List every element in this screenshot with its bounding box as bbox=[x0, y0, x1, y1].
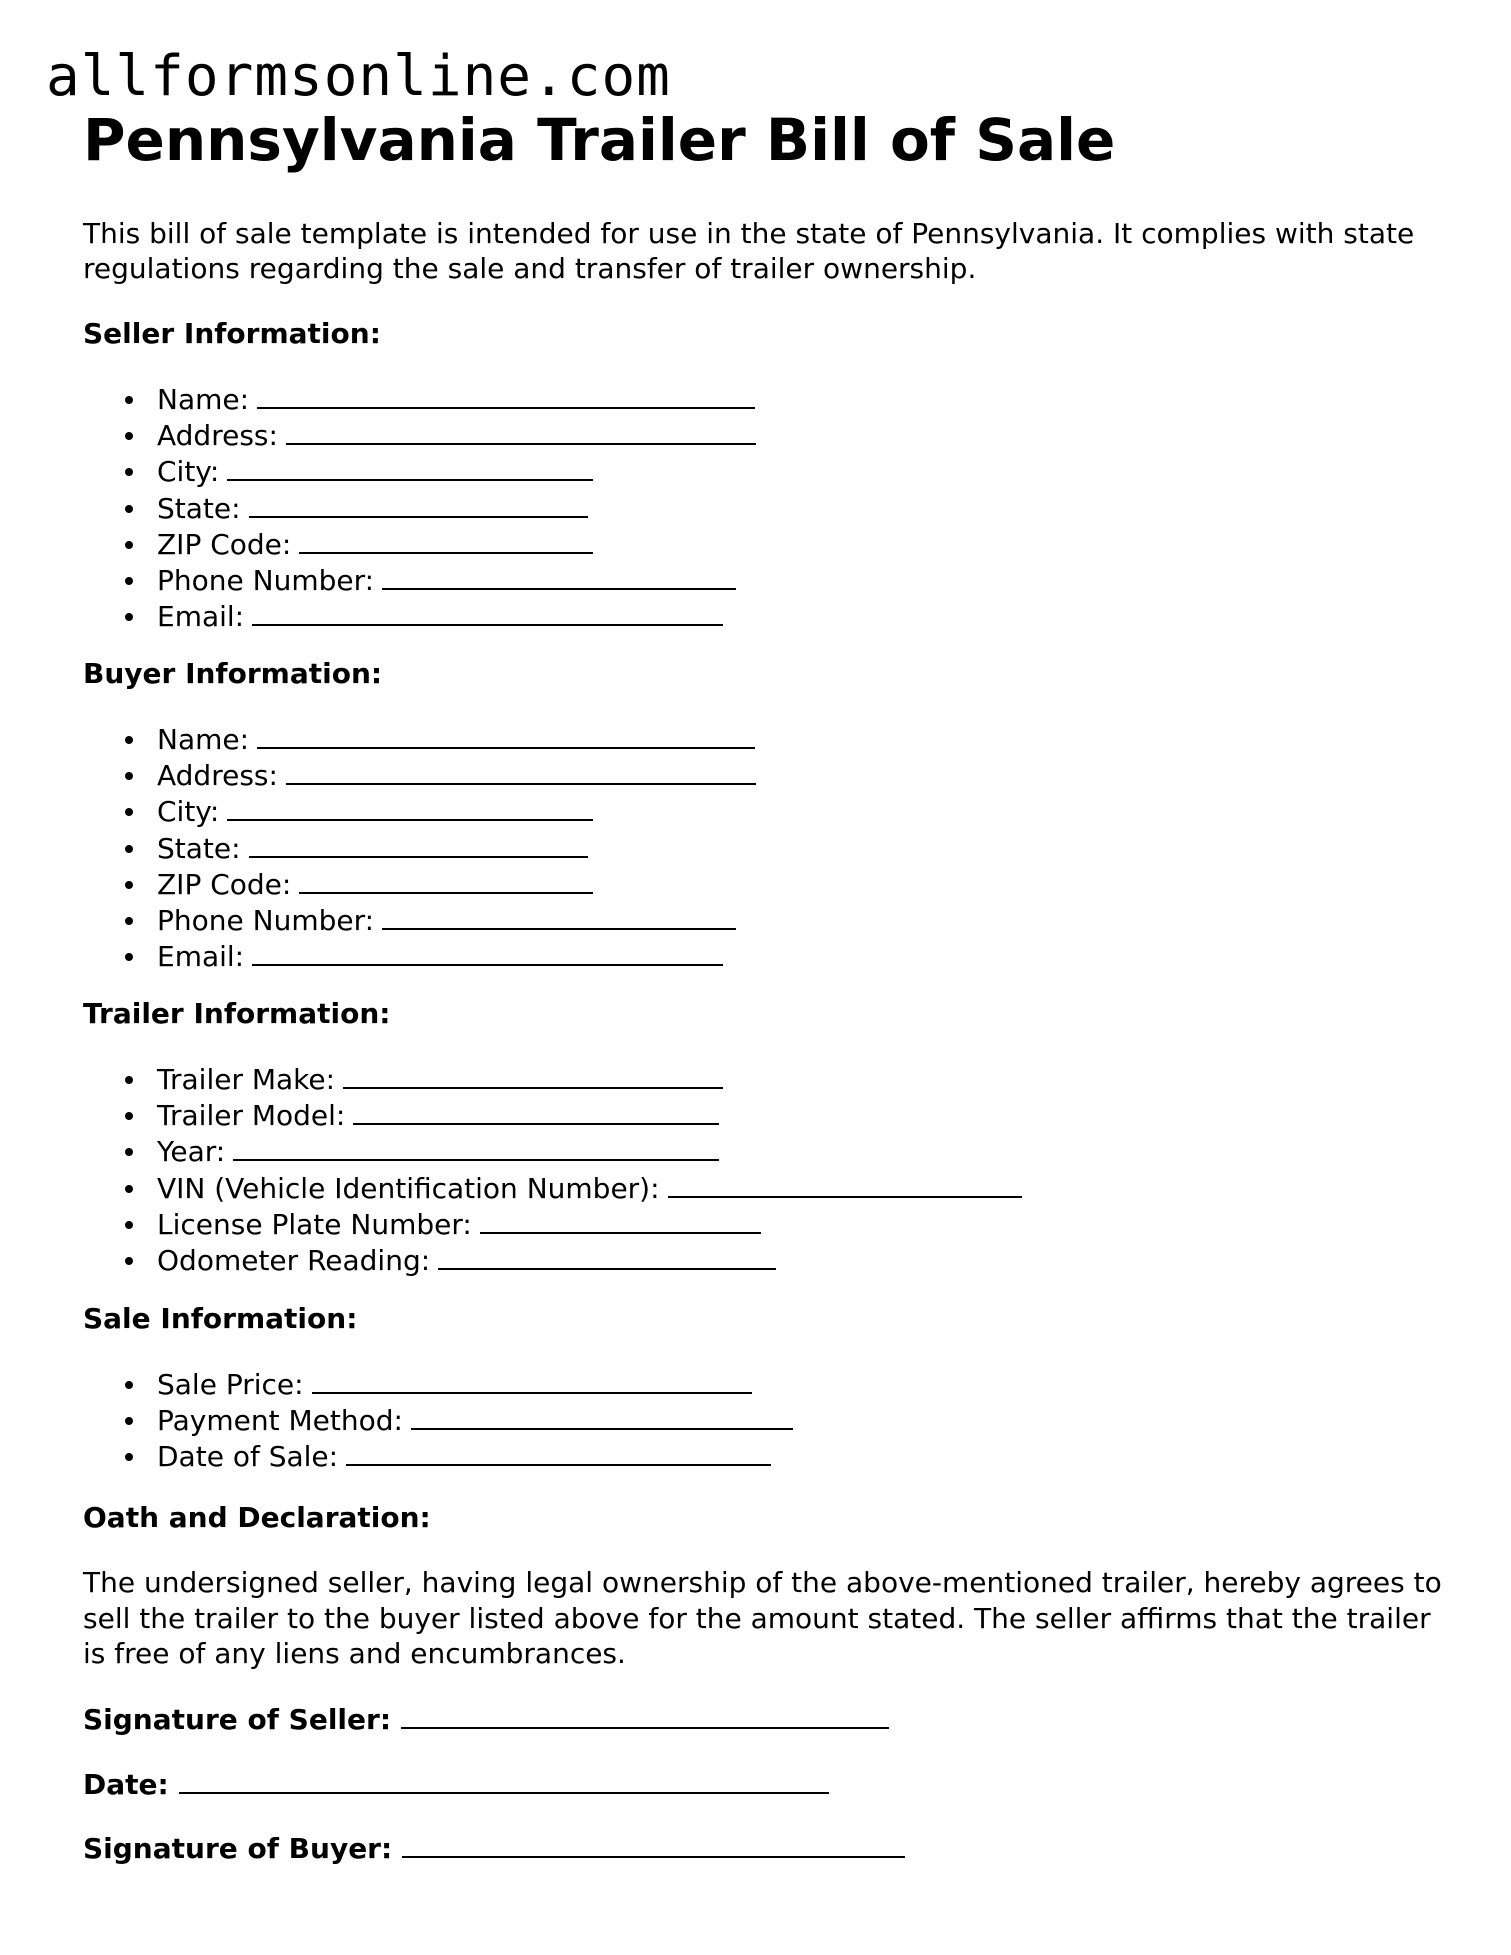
sale-field-list bbox=[83, 1366, 793, 1475]
buyer-name-blank[interactable] bbox=[257, 721, 755, 749]
field-label: Payment Method: bbox=[157, 1404, 403, 1438]
buyer-email-blank[interactable] bbox=[252, 938, 723, 966]
date-label: Date: bbox=[83, 1768, 169, 1801]
trailer-field-list bbox=[83, 1061, 1022, 1278]
field-label: State: bbox=[157, 491, 241, 525]
seller-zip-field bbox=[83, 526, 756, 562]
seller-state-field bbox=[83, 490, 756, 526]
buyer-name-field bbox=[83, 721, 756, 757]
field-label: Year: bbox=[157, 1135, 226, 1169]
buyer-field-list bbox=[83, 721, 756, 974]
seller-signature-label: Signature of Seller: bbox=[83, 1703, 392, 1736]
seller-email-blank[interactable] bbox=[252, 598, 723, 626]
buyer-email-field bbox=[83, 938, 756, 974]
field-label: Trailer Model: bbox=[157, 1099, 346, 1133]
buyer-signature-line bbox=[83, 1830, 905, 1866]
trailer-plate-field bbox=[83, 1206, 1022, 1242]
field-label: ZIP Code: bbox=[157, 527, 292, 561]
buyer-state-field bbox=[83, 830, 756, 866]
seller-zip-blank[interactable] bbox=[299, 526, 593, 554]
trailer-vin-field bbox=[83, 1170, 1022, 1206]
watermark-logo: allformsonline.com bbox=[46, 44, 671, 109]
seller-state-blank[interactable] bbox=[249, 490, 588, 518]
intro-paragraph: This bill of sale template is intended for use in the state of Pennsylvania. It complies with state regulations regarding the sale and transfer of trailer ownership. bbox=[83, 217, 1415, 285]
field-label: State: bbox=[157, 831, 241, 865]
sale-price-field bbox=[83, 1366, 793, 1402]
seller-city-blank[interactable] bbox=[227, 453, 593, 481]
buyer-address-field bbox=[83, 757, 756, 793]
buyer-state-blank[interactable] bbox=[249, 830, 588, 858]
seller-email-field bbox=[83, 598, 756, 634]
payment-method-field bbox=[83, 1402, 793, 1438]
seller-signature-line bbox=[83, 1701, 889, 1737]
trailer-model-blank[interactable] bbox=[353, 1097, 719, 1125]
buyer-phone-field bbox=[83, 902, 756, 938]
trailer-odometer-blank[interactable] bbox=[438, 1242, 776, 1270]
buyer-zip-field bbox=[83, 866, 756, 902]
trailer-plate-blank[interactable] bbox=[480, 1206, 761, 1234]
field-label: City: bbox=[157, 455, 220, 489]
field-label: Sale Price: bbox=[157, 1368, 304, 1401]
trailer-make-blank[interactable] bbox=[343, 1061, 723, 1089]
trailer-year-field bbox=[83, 1133, 1022, 1169]
buyer-signature-label: Signature of Buyer: bbox=[83, 1832, 393, 1865]
field-label: Phone Number: bbox=[157, 904, 375, 938]
trailer-year-blank[interactable] bbox=[233, 1133, 719, 1161]
date-blank[interactable] bbox=[179, 1766, 829, 1794]
seller-phone-field bbox=[83, 562, 756, 598]
sale-price-blank[interactable] bbox=[312, 1366, 752, 1394]
seller-name-blank[interactable] bbox=[257, 381, 755, 409]
sale-heading: Sale Information: bbox=[83, 1302, 358, 1335]
field-label: Date of Sale: bbox=[157, 1440, 339, 1474]
buyer-city-field bbox=[83, 793, 756, 829]
field-label: Name: bbox=[157, 723, 250, 756]
field-label: ZIP Code: bbox=[157, 867, 292, 901]
trailer-heading: Trailer Information: bbox=[83, 997, 391, 1030]
field-label: City: bbox=[157, 795, 220, 829]
trailer-model-field bbox=[83, 1097, 1022, 1133]
oath-heading: Oath and Declaration: bbox=[83, 1501, 431, 1534]
seller-name-field bbox=[83, 381, 756, 417]
seller-phone-blank[interactable] bbox=[382, 562, 736, 590]
field-label: VIN (Vehicle Identification Number): bbox=[157, 1171, 660, 1205]
date-line bbox=[83, 1766, 829, 1802]
field-label: License Plate Number: bbox=[157, 1207, 472, 1241]
seller-city-field bbox=[83, 453, 756, 489]
buyer-signature-blank[interactable] bbox=[402, 1830, 905, 1858]
seller-field-list bbox=[83, 381, 756, 634]
field-label: Email: bbox=[157, 600, 245, 634]
field-label: Email: bbox=[157, 940, 245, 974]
trailer-make-field bbox=[83, 1061, 1022, 1097]
buyer-phone-blank[interactable] bbox=[382, 902, 736, 930]
seller-address-blank[interactable] bbox=[286, 417, 756, 445]
buyer-address-blank[interactable] bbox=[286, 757, 756, 785]
field-label: Phone Number: bbox=[157, 564, 375, 598]
payment-method-blank[interactable] bbox=[411, 1402, 793, 1430]
field-label: Address: bbox=[157, 759, 278, 793]
date-of-sale-field bbox=[83, 1438, 793, 1474]
field-label: Address: bbox=[157, 419, 278, 453]
oath-paragraph: The undersigned seller, having legal ownership of the above-mentioned trailer, hereby agrees to sell the trailer to the buyer listed above for the amount stated. The seller affirms that the trailer is free of any liens and encumbrances. bbox=[83, 1566, 1442, 1670]
field-label: Odometer Reading: bbox=[157, 1244, 431, 1278]
seller-signature-blank[interactable] bbox=[401, 1701, 889, 1729]
field-label: Trailer Make: bbox=[157, 1063, 336, 1096]
seller-heading: Seller Information: bbox=[83, 317, 381, 350]
trailer-vin-blank[interactable] bbox=[668, 1170, 1022, 1198]
buyer-heading: Buyer Information: bbox=[83, 657, 383, 690]
buyer-city-blank[interactable] bbox=[227, 793, 593, 821]
trailer-odometer-field bbox=[83, 1242, 1022, 1278]
field-label: Name: bbox=[157, 383, 250, 416]
buyer-zip-blank[interactable] bbox=[299, 866, 593, 894]
page-title: Pennsylvania Trailer Bill of Sale bbox=[83, 106, 1116, 174]
date-of-sale-blank[interactable] bbox=[346, 1438, 771, 1466]
seller-address-field bbox=[83, 417, 756, 453]
